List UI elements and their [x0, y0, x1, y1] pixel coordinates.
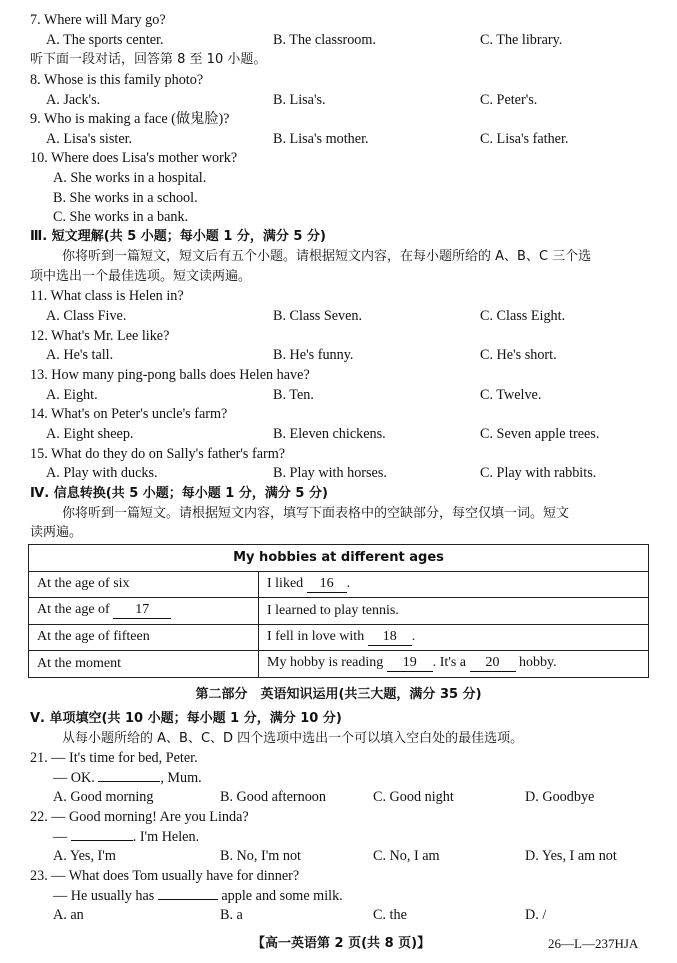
q15-option-b: B. Play with horses. [273, 465, 387, 481]
section-5-instructions: 从每小题所给的 A、B、C、D 四个选项中选出一个可以填入空白处的最佳选项。 [62, 731, 524, 746]
dialogue-text: apple and some milk. [221, 888, 343, 904]
q12-option-a: A. He's tall. [46, 347, 114, 363]
section-4-instructions-1: 你将听到一篇短文。请根据短文内容，填写下面表格中的空缺部分，每空仅填一词。短文 [62, 506, 570, 521]
q14-option-b: B. Eleven chickens. [273, 426, 386, 442]
answer-blank-21[interactable] [98, 781, 160, 782]
answer-blank-23[interactable] [158, 899, 218, 900]
cell-text: At the age of [37, 602, 110, 618]
table-cell-age: At the age of fifteen [29, 624, 259, 651]
table-cell-hobby: I learned to play tennis. [259, 598, 649, 625]
q22-option-c: C. No, I am [373, 848, 440, 864]
q10-option-a: A. She works in a hospital. [53, 170, 207, 186]
q10-option-c: C. She works in a bank. [53, 209, 189, 225]
q14-option-c: C. Seven apple trees. [480, 426, 600, 442]
table-cell-hobby [259, 571, 649, 598]
q13-option-b: B. Ten. [273, 387, 314, 403]
q8-option-a: A. Jack's. [46, 92, 101, 108]
answer-blank-19[interactable]: 19 [387, 655, 433, 672]
cell-text: hobby. [519, 655, 557, 671]
q10-option-b: B. She works in a school. [53, 190, 198, 206]
q7-option-a: A. The sports center. [46, 32, 164, 48]
q14-stem: 14. What's on Peter's uncle's farm? [30, 406, 228, 422]
cell-text: . [346, 575, 351, 591]
answer-blank-17[interactable]: 17 [113, 602, 171, 619]
answer-blank-16[interactable]: 16 [307, 576, 347, 593]
part-2-title: 第二部分 英语知识运用(共三大题，满分 35 分) [195, 687, 482, 702]
table-cell-age: At the moment [29, 651, 259, 678]
q15-option-c: C. Play with rabbits. [480, 465, 597, 481]
intro-8-10: 听下面一段对话，回答第 8 至 10 小题。 [30, 52, 267, 67]
q13-option-a: A. Eight. [46, 387, 98, 403]
q23-option-c: C. the [373, 907, 407, 923]
dialogue-text: — [53, 829, 68, 845]
q12-option-c: C. He's short. [480, 347, 557, 363]
q23-option-d: D. / [525, 907, 547, 923]
q7-option-c: C. The library. [480, 32, 563, 48]
dialogue-text: , Mum. [160, 770, 202, 786]
section-3-instructions-2: 项中选出一个最佳选项。短文读两遍。 [30, 269, 252, 284]
q7-stem: 7. Where will Mary go? [30, 12, 166, 28]
q9-option-b: B. Lisa's mother. [273, 131, 369, 147]
section-4-title: Ⅳ. 信息转换(共 5 小题；每小题 1 分，满分 5 分) [30, 486, 328, 501]
q12-stem: 12. What's Mr. Lee like? [30, 328, 170, 344]
q21-option-b: B. Good afternoon [220, 789, 326, 805]
q22-option-a: A. Yes, I'm [53, 848, 116, 864]
table-row [29, 598, 649, 625]
q13-stem: 13. How many ping-pong balls does Helen have? [30, 367, 310, 383]
cell-text: I fell in love with [267, 628, 365, 644]
section-4-instructions-2: 读两遍。 [30, 525, 83, 540]
q22-dialogue-line [53, 827, 199, 847]
section-3-title: Ⅲ. 短文理解(共 5 小题；每小题 1 分，满分 5 分) [30, 229, 326, 244]
table-cell-hobby [259, 651, 649, 678]
table-row [29, 571, 649, 598]
section-3-instructions-1: 你将听到一篇短文，短文后有五个小题。请根据短文内容，在每小题所给的 A、B、C 三个选 [62, 249, 592, 264]
section-5-title: Ⅴ. 单项填空(共 10 小题；每小题 1 分，满分 10 分) [30, 711, 342, 726]
dialogue-text: . I'm Helen. [132, 829, 200, 845]
page-footer: 【高一英语第 2 页(共 8 页)】 [252, 936, 431, 951]
q9-option-a: A. Lisa's sister. [46, 131, 133, 147]
q21-option-a: A. Good morning [53, 789, 154, 805]
q15-stem: 15. What do they do on Sally's father's farm? [30, 446, 286, 462]
table-cell-age: At the age of six [29, 571, 259, 598]
q23-option-a: A. an [53, 907, 84, 923]
table-header-row [29, 545, 649, 572]
q12-option-b: B. He's funny. [273, 347, 354, 363]
dialogue-text: — He usually has [53, 888, 155, 904]
answer-blank-22[interactable] [71, 840, 133, 841]
q8-option-b: B. Lisa's. [273, 92, 326, 108]
table-cell-age [29, 598, 259, 625]
q21-option-c: C. Good night [373, 789, 454, 805]
answer-blank-18[interactable]: 18 [368, 629, 412, 646]
q22-stem: 22. — Good morning! Are you Linda? [30, 809, 249, 825]
table-row [29, 651, 649, 678]
q22-option-d: D. Yes, I am not [525, 848, 617, 864]
q23-stem: 23. — What does Tom usually have for dinner? [30, 868, 300, 884]
table-row [29, 624, 649, 651]
q9-option-c: C. Lisa's father. [480, 131, 569, 147]
cell-text: . [411, 628, 416, 644]
q11-option-b: B. Class Seven. [273, 308, 363, 324]
q8-option-c: C. Peter's. [480, 92, 538, 108]
q11-option-c: C. Class Eight. [480, 308, 566, 324]
q23-option-b: B. a [220, 907, 243, 923]
hobbies-table [28, 544, 649, 678]
q8-stem: 8. Whose is this family photo? [30, 72, 204, 88]
q9-stem: 9. Who is making a face (做鬼脸)? [30, 111, 230, 127]
q23-dialogue-line [53, 886, 343, 906]
table-header: My hobbies at different ages [29, 545, 649, 572]
q21-option-d: D. Goodbye [525, 789, 595, 805]
q10-stem: 10. Where does Lisa's mother work? [30, 150, 238, 166]
q22-option-b: B. No, I'm not [220, 848, 301, 864]
answer-blank-20[interactable]: 20 [470, 655, 516, 672]
q11-stem: 11. What class is Helen in? [30, 288, 184, 304]
cell-text: I liked [267, 575, 304, 591]
q21-stem: 21. — It's time for bed, Peter. [30, 750, 198, 766]
q11-option-a: A. Class Five. [46, 308, 127, 324]
table-cell-hobby [259, 624, 649, 651]
q13-option-c: C. Twelve. [480, 387, 542, 403]
q7-option-b: B. The classroom. [273, 32, 376, 48]
q21-dialogue-line [53, 768, 202, 788]
q14-option-a: A. Eight sheep. [46, 426, 134, 442]
cell-text: My hobby is reading [267, 655, 384, 671]
paper-code: 26—L—237HJA [548, 936, 639, 951]
dialogue-text: — OK. [53, 770, 95, 786]
cell-text: . It's a [432, 655, 467, 671]
q15-option-a: A. Play with ducks. [46, 465, 158, 481]
